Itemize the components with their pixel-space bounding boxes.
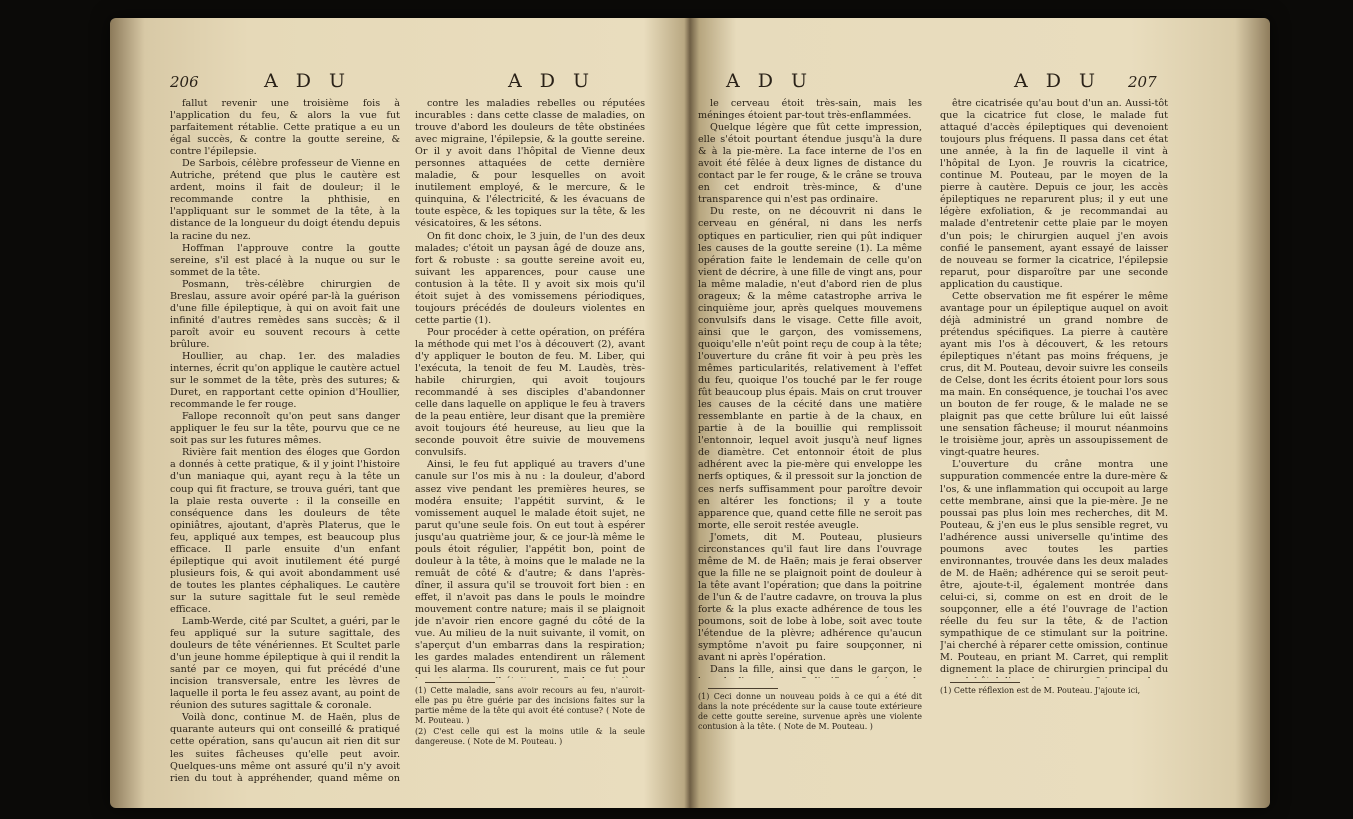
paragraph: fallut revenir une troisième fois à l'application du feu, & alors la vue fut parfaitement rétablie. Cette pratique a eu un égal succès, & contre la goutte sereine, & contre l'épilepsie. <box>170 98 400 158</box>
footnote: (1) Cette réflexion est de M. Pouteau. J'ajoute ici, <box>940 686 1141 695</box>
page-number: 206 <box>170 73 199 91</box>
paragraph: Hoffman l'approuve contre la goutte sereine, s'il est placé à la nuque ou sur le sommet de la tête. <box>170 242 400 278</box>
left-page <box>110 18 675 808</box>
running-header: A D U <box>726 70 814 92</box>
text-column-2 <box>415 98 645 678</box>
footnote-rule <box>708 688 778 689</box>
running-header: A D U <box>1014 70 1102 92</box>
text-column-2 <box>940 98 1168 678</box>
paragraph: Rivière fait mention des éloges que Gordon a donnés à cette pratique, & il y joint l'histoire d'un maniaque qui, ayant reçu à la tête un coup qui fit fracture, se trouva guéri, tant que la plaie resta ouverte : il la conseille en conséquence dans les douleurs de tête opiniâtres, ajoutant, d'après Platerus, que le feu, appliqué aux tempes, est beaucoup plus efficace. Il parle ensuite d'un enfant épileptique qui avoit inutilement été purgé plusieurs fois, & qui avoit abondamment usé de toutes les plantes céphaliques. Le cautère sur la suture sagittale fut le seul remède efficace. <box>170 447 400 615</box>
footnote-rule <box>425 682 495 683</box>
paragraph: contre les maladies rebelles ou réputées incurables : dans cette classe de maladies, on trouve d'abord les douleurs de tête obstinées avec migraine, l'épilepsie, & la goutte sereine. Or il y avoit dans l'hôpital de Vienne deux personnes attaquées de cette dernière maladie, & pour lesquelles on avoit inutilement employé, & le mercure, & le quinquina, & l'électricité, & les évacuans de toute espèce, & les topiques sur la tête, & les vésicatoires, & les sétons. <box>415 98 645 230</box>
paragraph: De Sarbois, célèbre professeur de Vienne en Autriche, prétend que plus le cautère est ardent, moins il fait de douleur; il le recommande contre la phthisie, en l'appliquant sur le sommet de la tête, à la distance de la longueur du doigt étendu depuis la racine du nez. <box>170 158 400 242</box>
page-number: 207 <box>1128 73 1157 91</box>
footnote: (1) Ceci donne un nouveau poids à ce qui a été dit dans la note précédente sur la cause toute extérieure de cette goutte sereine, survenue après une violente contusion à la tête. ( Note de M. Pouteau. ) <box>698 692 922 731</box>
paragraph: Ainsi, le feu fut appliqué au travers d'une canule sur l'os mis à nu : la douleur, d'abord assez vive pendant les premières heures, se modéra ensuite; l'appétit survint, & le vomissement auquel le malade étoit sujet, ne parut qu'une seule fois. On eut tout à espérer jusqu'au quatrième jour, & ce jour-là même le pouls étoit régulier, l'appétit bon, point de douleur à la tête, à moins que le malade ne la remuât de côté & d'autre; & dans l'après-dîner, il assura qu'il se trouvoit fort bien : en effet, il n'avoit pas dans le pouls le moindre mouvement contre nature; mais il se plaignoit jde n'avoir rien encore gagné du côté de la vue. Au milieu de la nuit suivante, il vomit, on s'aperçut d'un embarras dans la respiration; les gardes malades entendirent un râlement qui les alarma. Ils coururent, mais ce fut pour <box>415 459 645 676</box>
paragraph: On fit donc choix, le 3 juin, de l'un des deux malades; c'étoit un paysan âgé de douze ans, fort & robuste : sa goutte sereine avoit eu, suivant les apparences, pour cause une contusion à la tête. Il y avoit six mois qu'il étoit sujet à des vomissemens périodiques, toujours précédés de douleurs violentes en cette partie (1). <box>415 230 645 326</box>
paragraph: Dans la fille, ainsi que dans le garçon, le <box>710 664 922 676</box>
paragraph: Posmann, très-célèbre chirurgien de Breslau, assure avoir opéré par-là la guérison d'une fille épileptique, à qui on avoit fait une infinité d'autres remèdes sans succès; & il paroît avoir eu souvent recours à cette brûlure. <box>170 278 400 350</box>
paragraph: Lamb-Werde, cité par Scultet, a guéri, par le feu appliqué sur la suture sagittale, des douleurs de tête vénériennes. Et Scultet parle d'un jeune homme épileptique à qui il rendit la santé par ce moyen, qui fut précédé d'une incision transversale, entre les lèvres de laquelle il porta le feu assez avant, au point de réunion des sutures sagittale & coronale. <box>170 616 400 712</box>
paragraph: Pour procéder à cette opération, on préféra la méthode qui met l'os à découvert (2), avant d'y appliquer le bouton de feu. M. Liber, qui l'exécuta, la tenoit de feu M. Laudès, très-habile chirurgien, qui avoit toujours recommandé à ses disciples d'abandonner celle dans laquelle on applique le feu à travers de la peau entière, leur disant que la première avoit toujours été heureuse, au lieu que la seconde pouvoit être suivie de mouvemens convulsifs. <box>415 326 645 459</box>
running-header: A D U <box>508 70 596 92</box>
text-column-1 <box>170 98 400 783</box>
paragraph: L'ouverture du crâne montra une suppuration commencée entre la dure-mère & l'os, & une inflammation qui occupoit au large cette membrane, ainsi que la pie-mère. Je ne poussai pas plus loin mes recherches, dit M. Pouteau, & j'en eus le plus sensible regret, vu l'adhérence aussi universelle qu'intime des poumons avec toutes les parties environnantes, trouvée dans les deux malades de M. de Haën; adhérence qui se seroit peut-être, ajoute-t-il, également montrée dans celui-ci, si, comme on est en droit de le soupçonner, elle a été l'ouvrage de l'action réelle du feu sur la tête, & de l'action sympathique de ce stimulant sur la poitrine. J'ai cherché à réparer cette omission, continue M. Pouteau, en priant M. Carret, qui remplit dignement la place de chirurgien principal du <box>940 459 1168 676</box>
text-column-1 <box>698 98 922 678</box>
paragraph: Quelque légère que fût cette impression, elle s'étoit pourtant étendue jusqu'à la dure & à la pie-mère. La face interne de l'os en avoit été fêlée à deux lignes de distance du contact par le fer rouge, & le crâne se trouva en cet endroit très-mince, & d'une transparence qui n'est pas ordinaire. <box>698 122 922 206</box>
footnote-rule <box>950 682 1020 683</box>
book-spread <box>110 18 1270 808</box>
paragraph: Fallope reconnoît qu'on peut sans danger appliquer le feu sur la tête, pourvu que ce ne soit pas sur les futures mêmes. <box>170 411 400 447</box>
paragraph: Houllier, au chap. 1er. des maladies internes, écrit qu'on applique le cautère actuel sur le sommet de la tête, près des sutures; & Duret, en rapportant cette opinion d'Houllier, recommande le fer rouge. <box>170 350 400 411</box>
paragraph: Du reste, on ne découvrit ni dans le cerveau en général, ni dans les nerfs optiques en particulier, rien qui pût indiquer les causes de la goutte sereine (1). La même opération faite le lendemain de celle qu'on vient de décrire, à une fille de vingt ans, pour la même maladie, n'eut d'abord rien de plus orageux; & la même catastrophe arriva le cinquième jour, après quelques mouvemens convulsifs dans le visage. Cette fille avoit, ainsi que le garçon, des vomissemens, quoiqu'elle n'eût point reçu de coup à la tête; l'ouverture du crâne fit voir à peu près les mêmes particularités, relativement à l'effet du feu, quoique l'os touché par le fer rouge fût beaucoup plus épais. Mais on crut trouver les causes de la cécité dans une matière ressemblante en partie à de la chaux, en partie à de la bouillie qui remplissoit l'entonnoir, lequel avoit jusqu'à neuf lignes de diamètre. Cet entonnoir étoit de plus adhérent avec la pie-mère qui enveloppe les nerfs optiques, & il pressoit sur la jonction de ces nerfs suffisamment pour paroître devoir en altérer les fonctions; il y a toute apparence que, quand cette fille ne seroit pas morte, elle seroit restée aveugle. <box>698 206 922 531</box>
paragraph: Cette observation me fit espérer le même avantage pour un épileptique auquel on avoit déjà administré un grand nombre de prétendus spécifiques. La pierre à cautère ayant mis l'os à découvert, & les retours épileptiques n'étant pas moins fréquens, je crus, dit M. Pouteau, devoir suivre les conseils de Celse, dont les écrits étoient pour lors sous ma main. En conséquence, je touchai l'os avec un bouton de fer rouge, & le malade ne se plaignit pas que cette brûlure lui eût laissé une sensation fâcheuse; il mourut néanmoins le troisième jour, après un assoupissement de vingt-quatre heures. <box>940 290 1168 459</box>
footnotes <box>940 686 1168 697</box>
paragraph: J'omets, dit M. Pouteau, plusieurs circonstances qu'il faut lire dans l'ouvrage même de M. de Haën; mais je ferai observer que la fille ne se plaignoit point de douleur à la tête avant l'opération; que dans la poitrine de l'un & de l'autre cadavre, on trouva la plus forte & la plus exacte adhérence de tous les poumons, soit de lobe à lobe, soit avec toute l'étendue de la plèvre; adhérence qu'aucun symptôme n'avoit pu faire soupçonner, ni avant ni après l'opération. <box>698 531 922 664</box>
footnote: (2) C'est celle qui est la moins utile & la seule dangereuse. ( Note de M. Pouteau. ) <box>415 727 645 746</box>
right-page <box>692 18 1270 808</box>
running-header: A D U <box>264 70 352 92</box>
paragraph: Voilà donc, continue M. de Haën, plus de quarante auteurs qui ont conseillé & pratiqué cette opération, sans qu'aucun ait rien dit sur les suites fâcheuses qu'elle peut avoir. Quelques-uns même ont assuré qu'il n'y avoit rien du tout à appréhender, quand même on <box>170 712 400 783</box>
footnotes <box>698 692 922 733</box>
paragraph: être cicatrisée qu'au bout d'un an. Aussi-tôt que la cicatrice fut close, le malade fut attaqué d'accès épileptiques qui devenoient toujours plus fréquens. Il passa dans cet état une année, à la fin de laquelle il vint à l'hôpital de Lyon. Je rouvris la cicatrice, continue M. Pouteau, par le moyen de la pierre à cautère. Depuis ce jour, les accès épileptiques ne reparurent plus; il y eut une légère exfoliation, & je recommandai au malade d'entretenir cette plaie par le moyen d'un pois; le chirurgien auquel j'en avois confié le pansement, ayant essayé de laisser de nouveau se former la cicatrice, l'épilepsie reparut, pour disparoître par une seconde application du caustique. <box>940 98 1168 290</box>
footnote: (1) Cette maladie, sans avoir recours au feu, n'auroit-elle pas pu être guérie par des incisions faites sur la partie même de la tête qui avoit été contuse? ( Note de M. Pouteau. ) <box>415 686 645 725</box>
footnotes <box>415 686 645 748</box>
paragraph: le cerveau étoit très-sain, mais les méninges étoient par-tout très-enflammées. <box>698 98 922 122</box>
